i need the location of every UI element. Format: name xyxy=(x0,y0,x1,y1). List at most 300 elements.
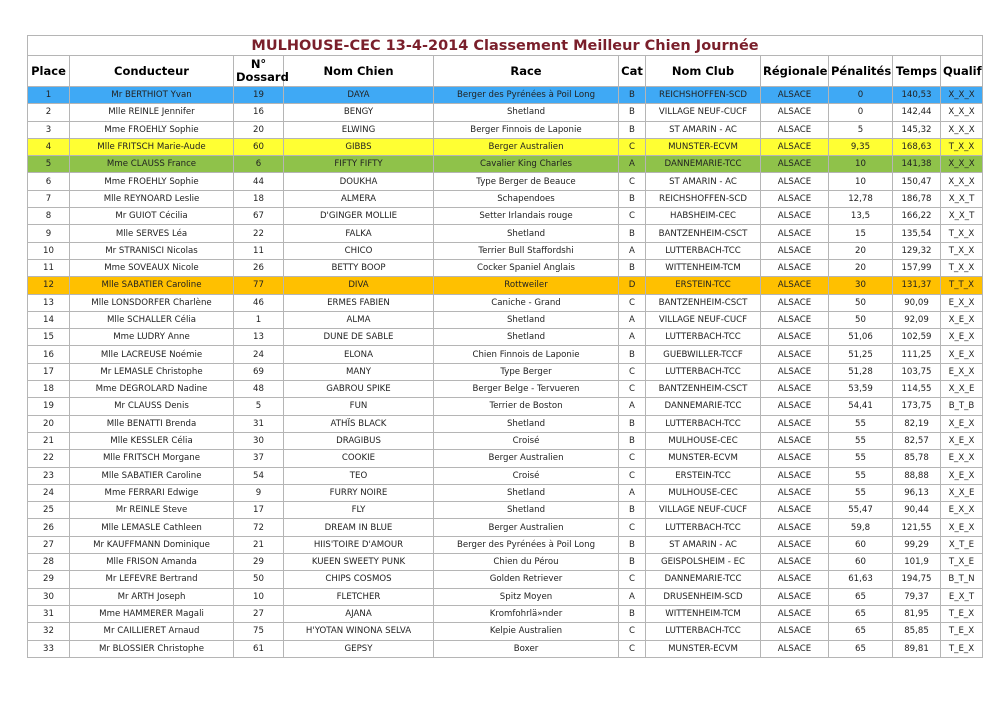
cell-chien: COOKIE xyxy=(284,450,434,467)
table-row xyxy=(28,346,983,363)
cell-penalites: 65 xyxy=(829,588,893,605)
cell-regionale: ALSACE xyxy=(761,242,829,259)
cell-chien: TEO xyxy=(284,467,434,484)
cell-penalites: 50 xyxy=(829,311,893,328)
cell-qualif: X_X_T xyxy=(941,208,983,225)
cell-dossard: 18 xyxy=(234,190,284,207)
cell-club: ST AMARIN - AC xyxy=(646,173,761,190)
cell-club: LUTTERBACH-TCC xyxy=(646,363,761,380)
cell-temps: 131,37 xyxy=(893,277,941,294)
cell-temps: 173,75 xyxy=(893,398,941,415)
cell-penalites: 10 xyxy=(829,173,893,190)
cell-temps: 81,95 xyxy=(893,605,941,622)
cell-temps: 140,53 xyxy=(893,87,941,104)
cell-penalites: 55,47 xyxy=(829,502,893,519)
header-regionale: Régionale xyxy=(761,56,829,87)
cell-regionale: ALSACE xyxy=(761,121,829,138)
cell-chien: BENGY xyxy=(284,104,434,121)
cell-chien: CHIPS COSMOS xyxy=(284,571,434,588)
cell-place: 26 xyxy=(28,519,70,536)
cell-race: Shetland xyxy=(434,225,619,242)
cell-conducteur: Mlle REINLE Jennifer xyxy=(70,104,234,121)
cell-race: Chien du Pérou xyxy=(434,554,619,571)
cell-regionale: ALSACE xyxy=(761,415,829,432)
cell-temps: 99,29 xyxy=(893,536,941,553)
cell-regionale: ALSACE xyxy=(761,640,829,657)
cell-penalites: 15 xyxy=(829,225,893,242)
cell-temps: 135,54 xyxy=(893,225,941,242)
cell-regionale: ALSACE xyxy=(761,259,829,276)
cell-temps: 145,32 xyxy=(893,121,941,138)
cell-chien: ALMA xyxy=(284,311,434,328)
cell-club: LUTTERBACH-TCC xyxy=(646,415,761,432)
table-row xyxy=(28,398,983,415)
cell-race: Spitz Moyen xyxy=(434,588,619,605)
cell-cat: C xyxy=(619,571,646,588)
cell-club: DANNEMARIE-TCC xyxy=(646,398,761,415)
cell-race: Kromfohrlä»nder xyxy=(434,605,619,622)
table-row xyxy=(28,294,983,311)
table-row xyxy=(28,450,983,467)
cell-dossard: 5 xyxy=(234,398,284,415)
cell-regionale: ALSACE xyxy=(761,156,829,173)
cell-temps: 186,78 xyxy=(893,190,941,207)
title-row xyxy=(28,36,983,56)
table-row xyxy=(28,363,983,380)
cell-temps: 141,38 xyxy=(893,156,941,173)
cell-penalites: 20 xyxy=(829,259,893,276)
cell-cat: B xyxy=(619,87,646,104)
cell-conducteur: Mlle SABATIER Caroline xyxy=(70,277,234,294)
table-row xyxy=(28,329,983,346)
cell-race: Shetland xyxy=(434,311,619,328)
cell-chien: FLY xyxy=(284,502,434,519)
cell-dossard: 9 xyxy=(234,484,284,501)
cell-place: 18 xyxy=(28,381,70,398)
cell-conducteur: Mme LUDRY Anne xyxy=(70,329,234,346)
cell-temps: 96,13 xyxy=(893,484,941,501)
cell-temps: 90,44 xyxy=(893,502,941,519)
cell-dossard: 46 xyxy=(234,294,284,311)
cell-conducteur: Mme FROEHLY Sophie xyxy=(70,121,234,138)
header-temps: Temps xyxy=(893,56,941,87)
cell-conducteur: Mlle LACREUSE Noémie xyxy=(70,346,234,363)
table-row xyxy=(28,242,983,259)
cell-temps: 129,32 xyxy=(893,242,941,259)
cell-cat: C xyxy=(619,450,646,467)
cell-chien: FIFTY FIFTY xyxy=(284,156,434,173)
cell-conducteur: Mlle KESSLER Célia xyxy=(70,432,234,449)
cell-temps: 101,9 xyxy=(893,554,941,571)
cell-club: WITTENHEIM-TCM xyxy=(646,605,761,622)
cell-regionale: ALSACE xyxy=(761,225,829,242)
cell-temps: 103,75 xyxy=(893,363,941,380)
cell-chien: ELONA xyxy=(284,346,434,363)
cell-dossard: 1 xyxy=(234,311,284,328)
header-nom-chien: Nom Chien xyxy=(284,56,434,87)
cell-regionale: ALSACE xyxy=(761,398,829,415)
cell-place: 25 xyxy=(28,502,70,519)
cell-club: VILLAGE NEUF-CUCF xyxy=(646,311,761,328)
cell-conducteur: Mr LEMASLE Christophe xyxy=(70,363,234,380)
cell-conducteur: Mr BLOSSIER Christophe xyxy=(70,640,234,657)
cell-cat: B xyxy=(619,346,646,363)
cell-dossard: 77 xyxy=(234,277,284,294)
cell-qualif: T_X_X xyxy=(941,242,983,259)
cell-club: MUNSTER-ECVM xyxy=(646,138,761,155)
cell-place: 30 xyxy=(28,588,70,605)
table-row xyxy=(28,605,983,622)
cell-chien: HIIS'TOIRE D'AMOUR xyxy=(284,536,434,553)
header-place: Place xyxy=(28,56,70,87)
cell-club: BANTZENHEIM-CSCT xyxy=(646,225,761,242)
cell-race: Berger des Pyrénées à Poil Long xyxy=(434,536,619,553)
header-penalites: Pénalités xyxy=(829,56,893,87)
cell-race: Croisé xyxy=(434,467,619,484)
cell-cat: B xyxy=(619,190,646,207)
cell-club: VILLAGE NEUF-CUCF xyxy=(646,502,761,519)
table-row xyxy=(28,381,983,398)
cell-conducteur: Mlle BENATTI Brenda xyxy=(70,415,234,432)
cell-dossard: 24 xyxy=(234,346,284,363)
cell-club: MUNSTER-ECVM xyxy=(646,450,761,467)
cell-conducteur: Mme DEGROLARD Nadine xyxy=(70,381,234,398)
cell-race: Shetland xyxy=(434,415,619,432)
cell-race: Boxer xyxy=(434,640,619,657)
header-row xyxy=(28,56,983,87)
cell-dossard: 54 xyxy=(234,467,284,484)
cell-qualif: X_X_X xyxy=(941,121,983,138)
cell-dossard: 48 xyxy=(234,381,284,398)
cell-penalites: 54,41 xyxy=(829,398,893,415)
table-row xyxy=(28,225,983,242)
cell-temps: 150,47 xyxy=(893,173,941,190)
cell-place: 12 xyxy=(28,277,70,294)
cell-qualif: X_X_X xyxy=(941,156,983,173)
cell-club: DANNEMARIE-TCC xyxy=(646,571,761,588)
cell-place: 32 xyxy=(28,623,70,640)
cell-club: ERSTEIN-TCC xyxy=(646,277,761,294)
cell-penalites: 51,25 xyxy=(829,346,893,363)
cell-cat: C xyxy=(619,640,646,657)
cell-temps: 90,09 xyxy=(893,294,941,311)
cell-penalites: 59,8 xyxy=(829,519,893,536)
cell-place: 16 xyxy=(28,346,70,363)
header-nom-club: Nom Club xyxy=(646,56,761,87)
cell-qualif: X_E_X xyxy=(941,519,983,536)
cell-conducteur: Mlle SABATIER Caroline xyxy=(70,467,234,484)
cell-regionale: ALSACE xyxy=(761,190,829,207)
cell-conducteur: Mme FERRARI Edwige xyxy=(70,484,234,501)
cell-club: MUNSTER-ECVM xyxy=(646,640,761,657)
cell-race: Shetland xyxy=(434,484,619,501)
cell-chien: KUEEN SWEETY PUNK xyxy=(284,554,434,571)
cell-race: Croisé xyxy=(434,432,619,449)
cell-club: LUTTERBACH-TCC xyxy=(646,623,761,640)
cell-place: 24 xyxy=(28,484,70,501)
cell-qualif: X_E_X xyxy=(941,467,983,484)
cell-dossard: 21 xyxy=(234,536,284,553)
cell-race: Type Berger de Beauce xyxy=(434,173,619,190)
cell-place: 8 xyxy=(28,208,70,225)
cell-race: Kelpie Australien xyxy=(434,623,619,640)
cell-temps: 194,75 xyxy=(893,571,941,588)
cell-conducteur: Mme SOVEAUX Nicole xyxy=(70,259,234,276)
cell-temps: 168,63 xyxy=(893,138,941,155)
cell-dossard: 16 xyxy=(234,104,284,121)
cell-club: BANTZENHEIM-CSCT xyxy=(646,381,761,398)
table-body xyxy=(28,87,983,658)
table-row xyxy=(28,640,983,657)
cell-penalites: 60 xyxy=(829,554,893,571)
cell-qualif: X_X_E xyxy=(941,484,983,501)
cell-penalites: 55 xyxy=(829,432,893,449)
cell-place: 10 xyxy=(28,242,70,259)
cell-chien: FLETCHER xyxy=(284,588,434,605)
cell-club: REICHSHOFFEN-SCD xyxy=(646,87,761,104)
cell-conducteur: Mme HAMMERER Magali xyxy=(70,605,234,622)
cell-regionale: ALSACE xyxy=(761,623,829,640)
table-row xyxy=(28,415,983,432)
cell-place: 11 xyxy=(28,259,70,276)
cell-cat: C xyxy=(619,519,646,536)
cell-qualif: T_E_X xyxy=(941,623,983,640)
cell-cat: C xyxy=(619,381,646,398)
cell-conducteur: Mlle FRISON Amanda xyxy=(70,554,234,571)
cell-temps: 85,78 xyxy=(893,450,941,467)
cell-conducteur: Mr ARTH Joseph xyxy=(70,588,234,605)
cell-race: Type Berger xyxy=(434,363,619,380)
cell-race: Rottweiler xyxy=(434,277,619,294)
cell-temps: 102,59 xyxy=(893,329,941,346)
cell-dossard: 44 xyxy=(234,173,284,190)
table-row xyxy=(28,623,983,640)
cell-temps: 121,55 xyxy=(893,519,941,536)
cell-chien: FURRY NOIRE xyxy=(284,484,434,501)
cell-race: Berger Finnois de Laponie xyxy=(434,121,619,138)
cell-regionale: ALSACE xyxy=(761,363,829,380)
table-row xyxy=(28,156,983,173)
cell-dossard: 29 xyxy=(234,554,284,571)
cell-chien: BETTY BOOP xyxy=(284,259,434,276)
table-row xyxy=(28,138,983,155)
cell-penalites: 5 xyxy=(829,121,893,138)
cell-penalites: 55 xyxy=(829,415,893,432)
cell-club: GUEBWILLER-TCCF xyxy=(646,346,761,363)
table-row xyxy=(28,87,983,104)
cell-qualif: T_T_X xyxy=(941,277,983,294)
cell-temps: 82,19 xyxy=(893,415,941,432)
cell-place: 27 xyxy=(28,536,70,553)
cell-conducteur: Mlle SCHALLER Célia xyxy=(70,311,234,328)
cell-qualif: X_X_X xyxy=(941,104,983,121)
page-title: MULHOUSE-CEC 13-4-2014 Classement Meilleur Chien Journée xyxy=(28,36,983,56)
header-cat: Cat xyxy=(619,56,646,87)
table-row xyxy=(28,104,983,121)
cell-club: LUTTERBACH-TCC xyxy=(646,242,761,259)
header-dossard xyxy=(234,56,289,87)
cell-dossard: 27 xyxy=(234,605,284,622)
cell-place: 4 xyxy=(28,138,70,155)
cell-place: 7 xyxy=(28,190,70,207)
cell-dossard: 37 xyxy=(234,450,284,467)
cell-dossard: 60 xyxy=(234,138,284,155)
cell-penalites: 50 xyxy=(829,294,893,311)
cell-club: MULHOUSE-CEC xyxy=(646,432,761,449)
cell-chien: GEPSY xyxy=(284,640,434,657)
cell-race: Shetland xyxy=(434,104,619,121)
cell-regionale: ALSACE xyxy=(761,467,829,484)
cell-qualif: X_X_X xyxy=(941,87,983,104)
cell-penalites: 60 xyxy=(829,536,893,553)
cell-chien: GABROU SPIKE xyxy=(284,381,434,398)
cell-club: ST AMARIN - AC xyxy=(646,121,761,138)
cell-chien: AJANA xyxy=(284,605,434,622)
cell-chien: ELWING xyxy=(284,121,434,138)
cell-regionale: ALSACE xyxy=(761,87,829,104)
cell-chien: H'YOTAN WINONA SELVA xyxy=(284,623,434,640)
cell-temps: 92,09 xyxy=(893,311,941,328)
cell-place: 31 xyxy=(28,605,70,622)
cell-qualif: X_E_X xyxy=(941,415,983,432)
cell-cat: C xyxy=(619,294,646,311)
header-conducteur: Conducteur xyxy=(70,56,234,87)
cell-qualif: T_X_E xyxy=(941,554,983,571)
cell-race: Berger Australien xyxy=(434,138,619,155)
cell-race: Shetland xyxy=(434,329,619,346)
table-row xyxy=(28,484,983,501)
cell-regionale: ALSACE xyxy=(761,277,829,294)
cell-cat: B xyxy=(619,415,646,432)
cell-dossard: 22 xyxy=(234,225,284,242)
cell-club: WITTENHEIM-TCM xyxy=(646,259,761,276)
cell-regionale: ALSACE xyxy=(761,519,829,536)
cell-cat: A xyxy=(619,329,646,346)
cell-place: 6 xyxy=(28,173,70,190)
cell-club: DANNEMARIE-TCC xyxy=(646,156,761,173)
cell-penalites: 51,28 xyxy=(829,363,893,380)
cell-chien: FUN xyxy=(284,398,434,415)
cell-place: 17 xyxy=(28,363,70,380)
cell-cat: C xyxy=(619,138,646,155)
cell-temps: 114,55 xyxy=(893,381,941,398)
table-row xyxy=(28,311,983,328)
cell-dossard: 67 xyxy=(234,208,284,225)
cell-race: Golden Retriever xyxy=(434,571,619,588)
cell-chien: GIBBS xyxy=(284,138,434,155)
cell-temps: 89,81 xyxy=(893,640,941,657)
cell-penalites: 9,35 xyxy=(829,138,893,155)
cell-race: Terrier Bull Staffordshi xyxy=(434,242,619,259)
cell-qualif: E_X_T xyxy=(941,588,983,605)
cell-conducteur: Mr LEFEVRE Bertrand xyxy=(70,571,234,588)
cell-penalites: 0 xyxy=(829,104,893,121)
cell-penalites: 10 xyxy=(829,156,893,173)
cell-chien: DOUKHA xyxy=(284,173,434,190)
cell-chien: CHICO xyxy=(284,242,434,259)
cell-penalites: 61,63 xyxy=(829,571,893,588)
cell-qualif: E_X_X xyxy=(941,450,983,467)
cell-dossard: 30 xyxy=(234,432,284,449)
cell-temps: 111,25 xyxy=(893,346,941,363)
cell-race: Chien Finnois de Laponie xyxy=(434,346,619,363)
cell-regionale: ALSACE xyxy=(761,104,829,121)
cell-regionale: ALSACE xyxy=(761,173,829,190)
cell-dossard: 20 xyxy=(234,121,284,138)
cell-dossard: 26 xyxy=(234,259,284,276)
cell-race: Setter Irlandais rouge xyxy=(434,208,619,225)
table-row xyxy=(28,277,983,294)
cell-penalites: 0 xyxy=(829,87,893,104)
cell-place: 28 xyxy=(28,554,70,571)
cell-conducteur: Mlle LONSDORFER Charlène xyxy=(70,294,234,311)
cell-club: BANTZENHEIM-CSCT xyxy=(646,294,761,311)
cell-penalites: 53,59 xyxy=(829,381,893,398)
ranking-table xyxy=(27,35,983,658)
cell-dossard: 17 xyxy=(234,502,284,519)
cell-cat: B xyxy=(619,104,646,121)
cell-cat: B xyxy=(619,259,646,276)
cell-cat: B xyxy=(619,605,646,622)
cell-temps: 157,99 xyxy=(893,259,941,276)
cell-dossard: 50 xyxy=(234,571,284,588)
cell-temps: 79,37 xyxy=(893,588,941,605)
cell-club: LUTTERBACH-TCC xyxy=(646,329,761,346)
cell-chien: DUNE DE SABLE xyxy=(284,329,434,346)
cell-regionale: ALSACE xyxy=(761,138,829,155)
cell-conducteur: Mme CLAUSS France xyxy=(70,156,234,173)
cell-place: 23 xyxy=(28,467,70,484)
cell-cat: C xyxy=(619,467,646,484)
cell-place: 1 xyxy=(28,87,70,104)
cell-penalites: 13,5 xyxy=(829,208,893,225)
cell-regionale: ALSACE xyxy=(761,450,829,467)
cell-cat: C xyxy=(619,623,646,640)
cell-cat: B xyxy=(619,225,646,242)
cell-qualif: E_X_X xyxy=(941,294,983,311)
table-row xyxy=(28,467,983,484)
cell-regionale: ALSACE xyxy=(761,294,829,311)
cell-chien: DRAGIBUS xyxy=(284,432,434,449)
table-row xyxy=(28,519,983,536)
cell-conducteur: Mlle SERVES Léa xyxy=(70,225,234,242)
cell-dossard: 75 xyxy=(234,623,284,640)
cell-cat: C xyxy=(619,208,646,225)
cell-qualif: X_X_X xyxy=(941,173,983,190)
cell-penalites: 30 xyxy=(829,277,893,294)
cell-penalites: 65 xyxy=(829,605,893,622)
cell-conducteur: Mr STRANISCI Nicolas xyxy=(70,242,234,259)
cell-qualif: E_X_X xyxy=(941,502,983,519)
cell-qualif: X_E_X xyxy=(941,329,983,346)
cell-penalites: 12,78 xyxy=(829,190,893,207)
cell-temps: 85,85 xyxy=(893,623,941,640)
cell-regionale: ALSACE xyxy=(761,381,829,398)
cell-cat: B xyxy=(619,432,646,449)
cell-conducteur: Mr GUIOT Cécilia xyxy=(70,208,234,225)
header-dossard-line2: Dossard xyxy=(236,70,289,84)
ranking-sheet xyxy=(27,35,982,658)
cell-qualif: X_T_E xyxy=(941,536,983,553)
cell-place: 19 xyxy=(28,398,70,415)
cell-qualif: T_X_X xyxy=(941,259,983,276)
cell-cat: D xyxy=(619,277,646,294)
cell-conducteur: Mr CAILLIERET Arnaud xyxy=(70,623,234,640)
cell-dossard: 13 xyxy=(234,329,284,346)
cell-penalites: 51,06 xyxy=(829,329,893,346)
table-row xyxy=(28,432,983,449)
cell-club: MULHOUSE-CEC xyxy=(646,484,761,501)
